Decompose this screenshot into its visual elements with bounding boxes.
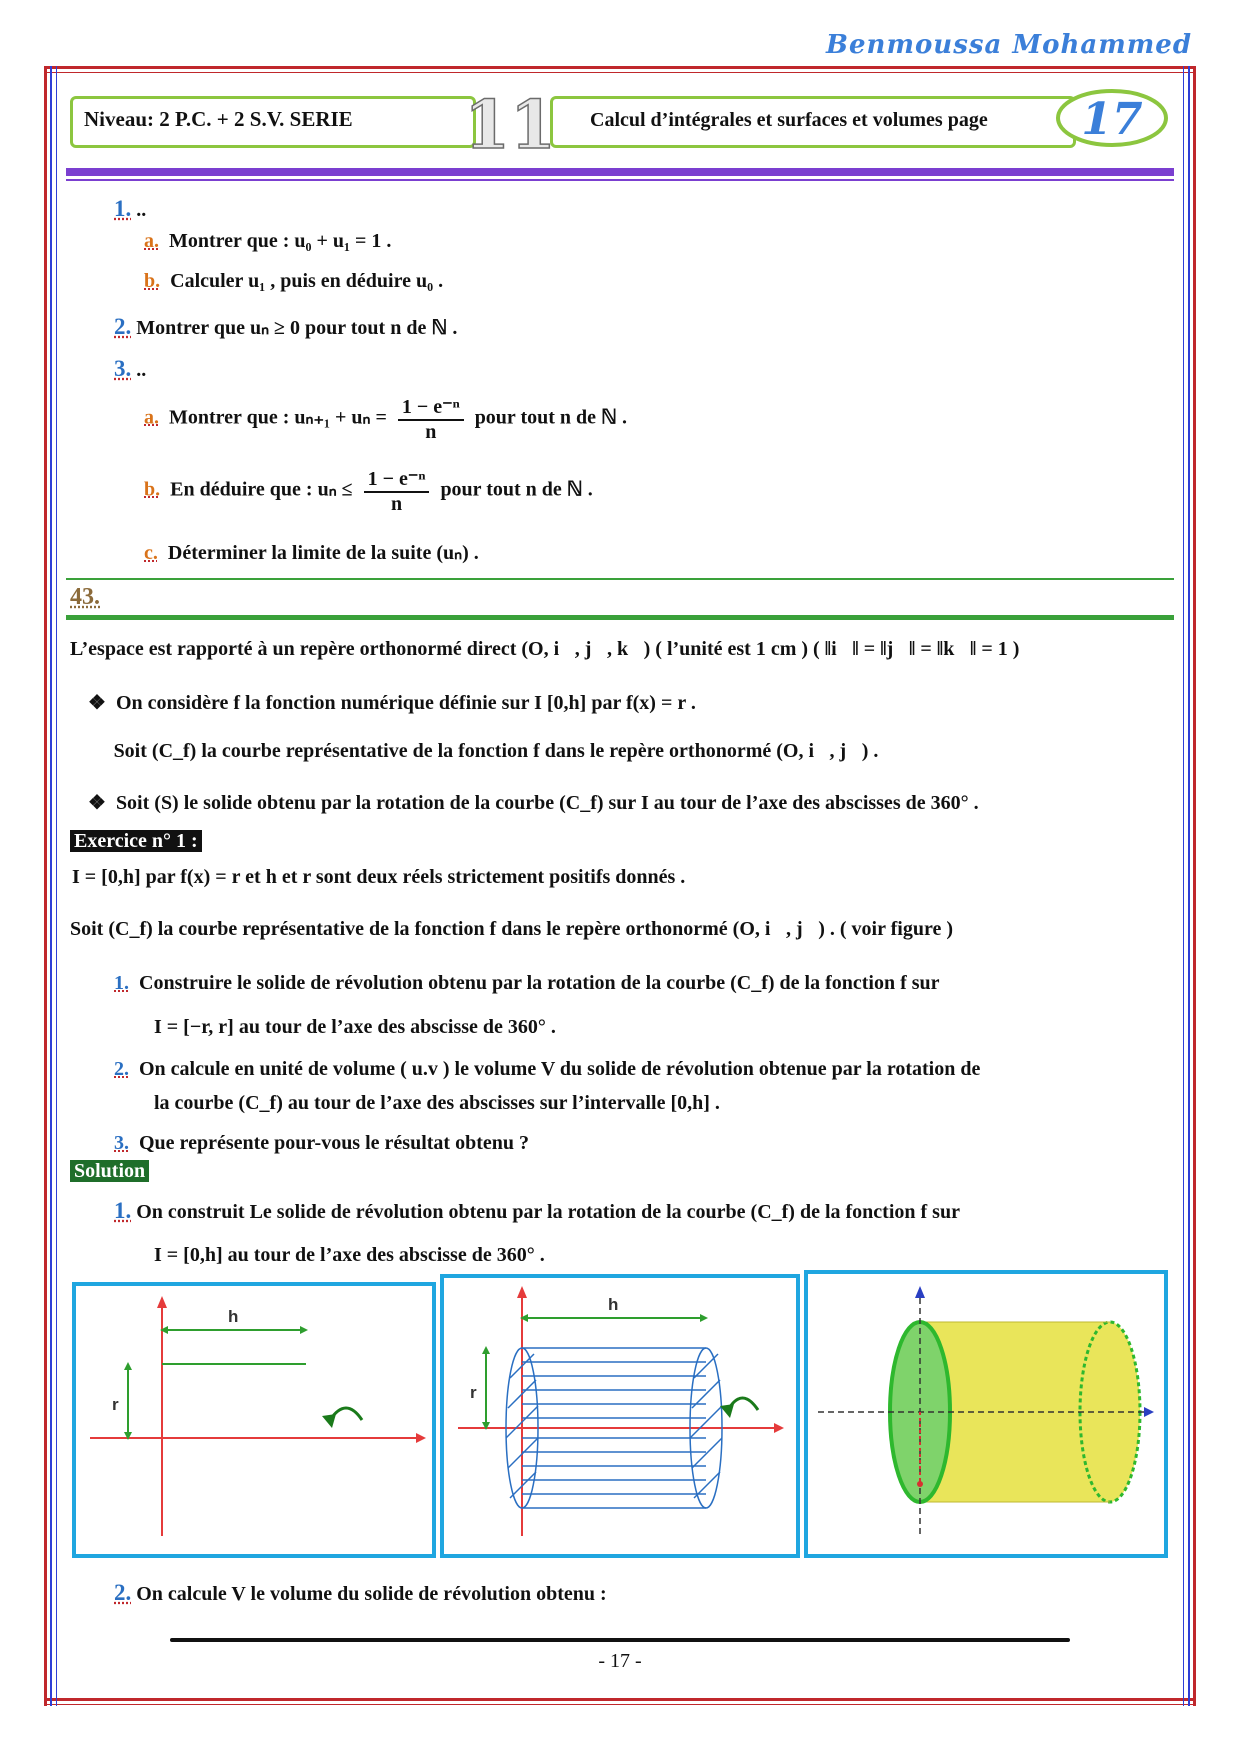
q3b-fraction xyxy=(364,466,430,516)
q3a-fraction xyxy=(398,394,464,444)
e2-text: On calcule en unité de volume ( u.v ) le volume V du solide de révolution obtenue par la rotation de xyxy=(139,1058,981,1080)
bullet-2 xyxy=(88,740,878,763)
diamond-bullet-icon: ❖ xyxy=(88,692,106,714)
header-level: Niveau: 2 P.C. + 2 S.V. SERIE xyxy=(84,107,353,131)
q1b-line xyxy=(144,270,443,293)
e1-text: Construire le solide de révolution obtenu par la rotation de la courbe (C_f) de la fonction f sur xyxy=(139,972,940,994)
figure-2 xyxy=(440,1274,800,1558)
q3a-post: pour tout n de ℕ . xyxy=(474,406,628,429)
frame-right-blue-thin xyxy=(1183,66,1184,1706)
author-name: Benmoussa Mohammed xyxy=(826,30,1192,60)
frame-top-rule-thin xyxy=(44,72,1196,73)
serie-number-badge xyxy=(464,86,556,164)
exercise-line-1: I = [0,h] par f(x) = r et h et r sont deux réels strictement positifs donnés . xyxy=(72,866,686,888)
header-title: Calcul d’intégrales et surfaces et volumes page xyxy=(590,109,988,131)
q3b-numerator: 1 − e⁻ⁿ xyxy=(364,466,430,493)
bullet-2-text: Soit (C_f) la courbe représentative de la fonction f dans le repère orthonormé (O, i⃗, j⃗) . xyxy=(113,740,879,762)
q3b-post: pour tout n de ℕ . xyxy=(440,478,593,501)
serie-number: 11 xyxy=(464,86,556,164)
frame-left-blue xyxy=(50,66,52,1706)
figure-2-graph xyxy=(444,1278,796,1554)
q3c-text: Déterminer la limite de la suite (uₙ) . xyxy=(167,542,479,564)
exercise-number: 43. xyxy=(70,584,100,610)
frame-right-blue xyxy=(1188,66,1190,1706)
q1a-label: a. xyxy=(144,230,159,252)
bullet-3-text: Soit (S) le solide obtenu par la rotation de la courbe (C_f) sur I au tour de l’axe des abscisses de 360° . xyxy=(115,792,979,814)
exercise-rule xyxy=(66,615,1174,620)
section-rule xyxy=(66,578,1174,580)
s1-line-2: I = [0,h] au tour de l’axe des abscisse de 360° . xyxy=(154,1244,545,1266)
e1-number: 1. xyxy=(114,972,129,994)
fig1-r-label: r xyxy=(112,1395,119,1414)
e3-line xyxy=(114,1132,529,1155)
q1-text: .. xyxy=(136,199,147,221)
bullet-1 xyxy=(88,690,696,715)
s2-line xyxy=(114,1580,607,1606)
diamond-bullet-icon: ❖ xyxy=(88,792,106,814)
q3-number: 3. xyxy=(114,356,132,381)
q3b-line xyxy=(144,466,593,516)
solution-label: Solution xyxy=(70,1160,149,1182)
exercise-line-2: Soit (C_f) la courbe représentative de la fonction f dans le repère orthonormé (O, i⃗, j⃗) . ( voir figure ) xyxy=(70,918,953,940)
e2-line-2: la courbe (C_f) au tour de l’axe des abscisses sur l’intervalle [0,h] . xyxy=(154,1092,720,1114)
frame-right-red xyxy=(1193,66,1196,1706)
e3-text: Que représente pour-vous le résultat obtenu ? xyxy=(139,1132,529,1154)
fig1-h-label: h xyxy=(228,1307,239,1326)
s2-text: On calcule V le volume du solide de révolution obtenu : xyxy=(136,1583,607,1605)
q3a-numerator: 1 − e⁻ⁿ xyxy=(398,394,464,421)
solution-label-box xyxy=(70,1160,149,1183)
q3-line xyxy=(114,356,146,382)
q2-number: 2. xyxy=(114,314,132,339)
e3-number: 3. xyxy=(114,1132,129,1154)
fig2-h-label: h xyxy=(608,1295,619,1314)
q1a-line xyxy=(144,230,391,253)
frame-left-blue-thin xyxy=(56,66,57,1706)
page-badge-number: 17 xyxy=(1081,94,1143,145)
frame-bottom-rule xyxy=(44,1698,1196,1701)
q1b-text: Calculer u₁ , puis en déduire u₀ . xyxy=(170,270,444,292)
e2-number: 2. xyxy=(114,1058,129,1080)
serie-number-art xyxy=(464,86,556,164)
s1-number: 1. xyxy=(114,1198,132,1223)
q2-text: Montrer que uₙ ≥ 0 pour tout n de ℕ . xyxy=(136,317,458,339)
s1-line xyxy=(114,1198,960,1224)
e2-line xyxy=(114,1058,980,1081)
q3a-line xyxy=(144,394,627,444)
header-divider xyxy=(66,168,1174,176)
q1a-text: Montrer que : u₀ + u₁ = 1 . xyxy=(169,230,392,252)
q3a-label: a. xyxy=(144,406,159,429)
q3c-line xyxy=(144,540,479,565)
s1-text: On construit Le solide de révolution obtenu par la rotation de la courbe (C_f) de la fonction f sur xyxy=(136,1201,960,1223)
q1b-label: b. xyxy=(144,270,161,292)
q3-text: .. xyxy=(136,359,147,381)
page-badge xyxy=(1054,86,1174,150)
bullet-3 xyxy=(88,790,979,815)
frame-top-rule xyxy=(44,66,1196,69)
e1-line xyxy=(114,972,940,995)
q3c-label: c. xyxy=(144,542,158,564)
figure-3 xyxy=(804,1270,1168,1558)
exercise-intro: L’espace est rapporté à un repère orthonormé direct (O, i⃗, j⃗, k⃗) ( l’unité est 1 cm ) ( ‖i⃗‖ = ‖j⃗‖ = ‖k⃗‖ = 1 ) xyxy=(70,638,1020,660)
page-badge-art xyxy=(1054,86,1174,150)
frame-left-red xyxy=(44,66,47,1706)
header-divider-thin xyxy=(66,179,1174,181)
q3b-label: b. xyxy=(144,478,161,501)
q1-line xyxy=(114,196,146,222)
diamond-bullet-icon: ❖ xyxy=(88,740,104,762)
exercise-label: Exercice n° 1 : xyxy=(70,830,202,852)
q1-number: 1. xyxy=(114,196,132,221)
q3b-denominator: n xyxy=(390,493,403,515)
footer-rule xyxy=(170,1638,1070,1642)
figure-1 xyxy=(72,1282,436,1558)
e1-line-2: I = [−r, r] au tour de l’axe des abscisse de 360° . xyxy=(154,1016,556,1038)
figure-1-graph xyxy=(76,1286,432,1554)
q2-line xyxy=(114,314,457,340)
fig2-r-label: r xyxy=(470,1383,477,1402)
q3a-denominator: n xyxy=(425,421,437,443)
figure-3-solid xyxy=(808,1274,1164,1554)
s2-number: 2. xyxy=(114,1580,132,1605)
exercise-label-box xyxy=(70,830,202,853)
frame-bottom-rule-thin xyxy=(44,1704,1196,1705)
page-number: - 17 - xyxy=(598,1650,642,1672)
bullet-1-text: On considère f la fonction numérique définie sur I [0,h] par f(x) = r . xyxy=(115,692,696,714)
q3a-pre: Montrer que : uₙ₊₁ + uₙ = xyxy=(169,406,387,429)
q3b-pre: En déduire que : uₙ ≤ xyxy=(170,478,353,501)
